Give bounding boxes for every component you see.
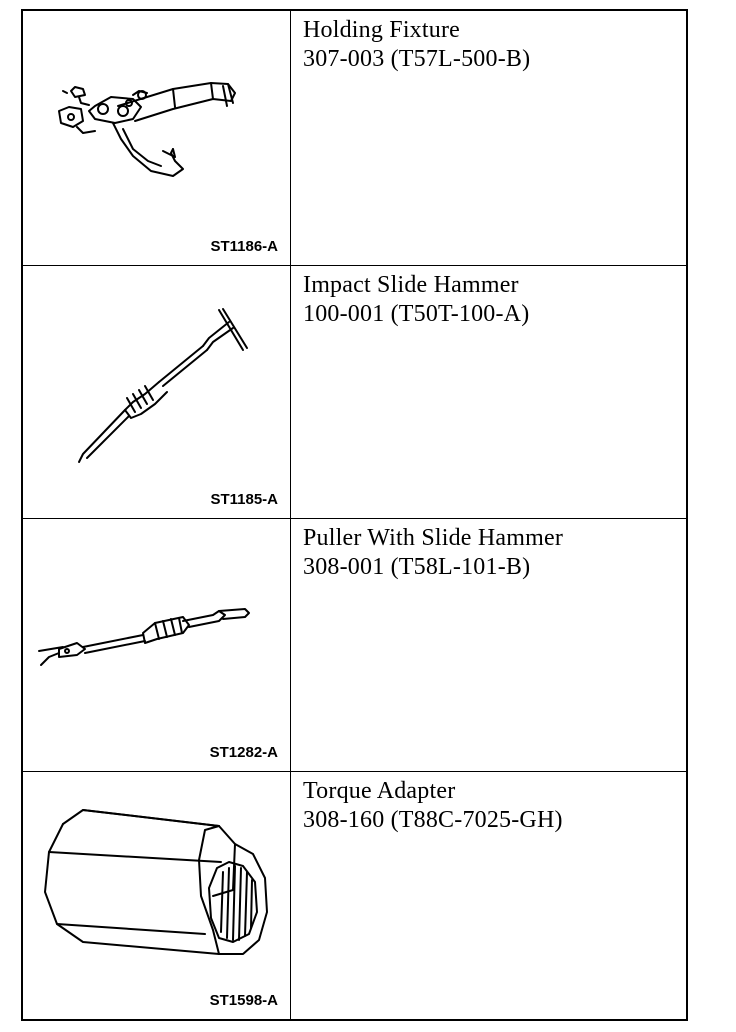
figure-code: ST1598-A bbox=[209, 992, 278, 1009]
tool-part-number: 100-001 (T50T-100-A) bbox=[303, 301, 530, 327]
figure-code: ST1282-A bbox=[209, 744, 278, 761]
tool-description-cell bbox=[291, 519, 686, 771]
tool-row-puller-with-slide-hammer bbox=[23, 519, 686, 772]
tool-name: Torque Adapter bbox=[303, 778, 456, 804]
tool-name: Puller With Slide Hammer bbox=[303, 525, 564, 551]
slide-hammer-icon bbox=[23, 266, 289, 517]
tool-row-torque-adapter bbox=[23, 772, 686, 1019]
tool-row-holding-fixture bbox=[23, 11, 686, 266]
figure-code: ST1186-A bbox=[210, 238, 278, 255]
tool-description-cell bbox=[291, 11, 686, 265]
figure-code: ST1185-A bbox=[210, 491, 278, 508]
tool-name: Impact Slide Hammer bbox=[303, 272, 519, 298]
tool-part-number: 308-160 (T88C-7025-GH) bbox=[303, 807, 563, 833]
holding-fixture-icon bbox=[23, 11, 289, 264]
tool-description-cell bbox=[291, 266, 686, 518]
tool-illustration-cell bbox=[23, 519, 291, 771]
tool-part-number: 308-001 (T58L-101-B) bbox=[303, 554, 531, 580]
tool-illustration-cell bbox=[23, 11, 291, 265]
tool-illustration-cell bbox=[23, 266, 291, 518]
tool-row-impact-slide-hammer bbox=[23, 266, 686, 519]
tool-description-cell bbox=[291, 772, 686, 1019]
special-tools-table bbox=[21, 9, 688, 1021]
tool-illustration-cell bbox=[23, 772, 291, 1019]
tool-part-number: 307-003 (T57L-500-B) bbox=[303, 46, 531, 72]
torque-adapter-icon bbox=[23, 772, 289, 1017]
puller-slide-hammer-icon bbox=[23, 519, 289, 770]
tool-name: Holding Fixture bbox=[303, 17, 460, 43]
